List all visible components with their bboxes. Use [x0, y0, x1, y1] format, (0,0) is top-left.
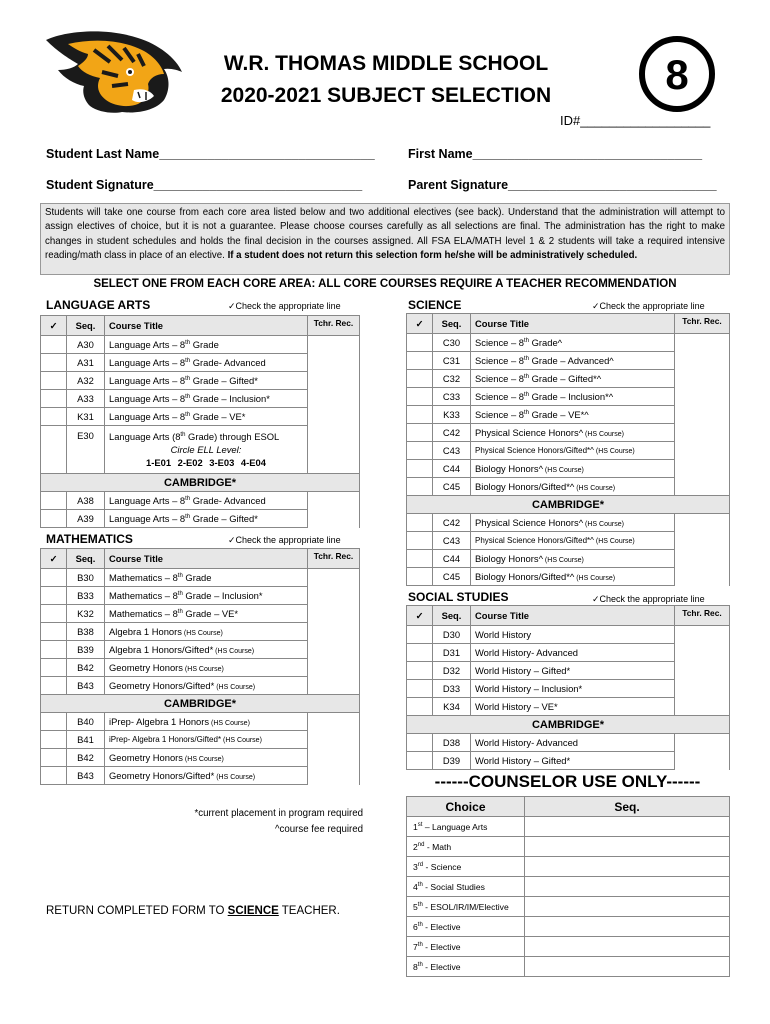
return-text-end: TEACHER. — [278, 905, 340, 917]
student-signature-field[interactable]: Student Signature______________________________ — [46, 178, 363, 192]
check-box[interactable] — [407, 478, 433, 496]
seq-code: K32 — [67, 605, 105, 623]
check-box[interactable] — [41, 767, 67, 785]
seq-code: C42 — [433, 514, 471, 532]
table-row[interactable] — [407, 352, 730, 370]
check-note: ✓Check the appropriate line — [592, 301, 705, 311]
check-box[interactable] — [407, 514, 433, 532]
hs-course-tag: (HS Course) — [574, 575, 616, 582]
course-name: Physical Science Honors^ (HS Course) — [471, 514, 675, 532]
table-row[interactable] — [407, 514, 730, 532]
course-name: iPrep- Algebra 1 Honors/Gifted* (HS Course) — [105, 731, 308, 749]
counselor-row[interactable] — [407, 957, 730, 977]
seq-code: D39 — [433, 752, 471, 770]
table-row[interactable] — [41, 659, 360, 677]
tchr-rec-header: Tchr. Rec. — [675, 314, 730, 334]
cambridge-header: CAMBRIDGE* — [407, 496, 730, 514]
check-box[interactable] — [41, 587, 67, 605]
footnote-fee: ^course fee required — [274, 824, 363, 835]
check-box[interactable] — [407, 568, 433, 586]
mathematics-title: MATHEMATICS — [46, 532, 133, 546]
course-name: Mathematics – 8th Grade — [105, 569, 308, 587]
seq-code: C42 — [433, 424, 471, 442]
tchr-rec-cell[interactable] — [308, 390, 360, 408]
check-box[interactable] — [41, 569, 67, 587]
seq-entry-cell[interactable] — [525, 957, 730, 977]
counselor-row[interactable] — [407, 937, 730, 957]
seq-code: C45 — [433, 478, 471, 496]
check-box[interactable] — [407, 644, 433, 662]
seq-header: Seq. — [67, 549, 105, 569]
check-box[interactable] — [407, 460, 433, 478]
choice-label: 8th - Elective — [407, 957, 525, 977]
tchr-rec-cell[interactable] — [675, 698, 730, 716]
seq-code: A32 — [67, 372, 105, 390]
tchr-rec-cell[interactable] — [675, 388, 730, 406]
course-name: World History – Inclusion* — [471, 680, 675, 698]
check-box[interactable] — [41, 713, 67, 731]
first-name-field[interactable]: First Name_________________________________ — [408, 147, 703, 161]
course-title-header: Course Title — [105, 316, 308, 336]
check-box[interactable] — [41, 641, 67, 659]
course-name: Language Arts – 8th Grade – VE* — [105, 408, 308, 426]
return-text: RETURN COMPLETED FORM TO — [46, 905, 228, 917]
choice-label: 1st – Language Arts — [407, 817, 525, 837]
tchr-rec-cell[interactable] — [308, 623, 360, 641]
table-row[interactable] — [407, 424, 730, 442]
check-box[interactable] — [41, 336, 67, 354]
course-name: Physical Science Honors^ (HS Course) — [471, 424, 675, 442]
check-box[interactable] — [407, 532, 433, 550]
course-name: iPrep- Algebra 1 Honors (HS Course) — [105, 713, 308, 731]
check-box[interactable] — [41, 749, 67, 767]
tchr-rec-cell[interactable] — [308, 749, 360, 767]
seq-code: K31 — [67, 408, 105, 426]
tchr-rec-cell[interactable] — [308, 605, 360, 623]
hs-course-tag: (HS Course) — [209, 720, 250, 727]
seq-header: Seq. — [525, 797, 730, 817]
tchr-rec-cell[interactable] — [675, 752, 730, 770]
table-row[interactable] — [41, 510, 360, 528]
tchr-rec-cell[interactable] — [675, 568, 730, 586]
check-box[interactable] — [407, 406, 433, 424]
table-row[interactable] — [41, 749, 360, 767]
seq-code: D33 — [433, 680, 471, 698]
seq-code: A38 — [67, 492, 105, 510]
seq-code: C44 — [433, 550, 471, 568]
seq-code: E30 — [67, 426, 105, 474]
tchr-rec-cell[interactable] — [675, 352, 730, 370]
check-box[interactable] — [407, 662, 433, 680]
form-title: 2020-2021 SUBJECT SELECTION — [220, 84, 552, 107]
return-subject: SCIENCE — [227, 905, 279, 917]
tchr-rec-cell[interactable] — [675, 478, 730, 496]
cambridge-header: CAMBRIDGE* — [41, 695, 360, 713]
seq-header: Seq. — [67, 316, 105, 336]
seq-header: Seq. — [433, 314, 471, 334]
check-box[interactable] — [41, 623, 67, 641]
table-row[interactable] — [407, 460, 730, 478]
social-studies-title: SOCIAL STUDIES — [408, 590, 509, 604]
table-row[interactable] — [407, 370, 730, 388]
return-instructions — [46, 905, 340, 917]
seq-code: C31 — [433, 352, 471, 370]
seq-entry-cell[interactable] — [525, 857, 730, 877]
course-title-header: Course Title — [471, 606, 675, 626]
course-title-header: Course Title — [105, 549, 308, 569]
table-row[interactable] — [41, 713, 360, 731]
course-name: Algebra 1 Honors (HS Course) — [105, 623, 308, 641]
tchr-rec-cell[interactable] — [308, 372, 360, 390]
language-arts-title: LANGUAGE ARTS — [46, 298, 151, 312]
check-box[interactable] — [41, 426, 67, 474]
table-row[interactable] — [41, 767, 360, 785]
seq-code: C45 — [433, 568, 471, 586]
course-name: World History — [471, 626, 675, 644]
instructions-bold: If a student does not return this selection form he/she will be administratively scheduled. — [227, 249, 638, 261]
tchr-rec-cell[interactable] — [675, 532, 730, 550]
hs-course-tag: (HS Course) — [593, 538, 635, 545]
grade-badge — [637, 34, 717, 114]
tchr-rec-cell[interactable] — [308, 408, 360, 426]
tchr-rec-cell[interactable] — [675, 442, 730, 460]
tchr-rec-header: Tchr. Rec. — [308, 316, 360, 336]
tchr-rec-cell[interactable] — [675, 514, 730, 532]
course-name: Algebra 1 Honors/Gifted* (HS Course) — [105, 641, 308, 659]
seq-code: C44 — [433, 460, 471, 478]
table-row[interactable] — [407, 698, 730, 716]
tchr-rec-cell[interactable] — [308, 492, 360, 510]
tchr-rec-cell[interactable] — [675, 644, 730, 662]
course-name: Geometry Honors (HS Course) — [105, 659, 308, 677]
check-box[interactable] — [407, 734, 433, 752]
seq-code: C43 — [433, 442, 471, 460]
table-row[interactable] — [407, 752, 730, 770]
grade-number: 8 — [665, 51, 689, 98]
counselor-row[interactable] — [407, 897, 730, 917]
seq-entry-cell[interactable] — [525, 897, 730, 917]
hs-course-tag: (HS Course) — [213, 648, 255, 655]
seq-code: K33 — [433, 406, 471, 424]
counselor-row[interactable] — [407, 837, 730, 857]
check-box[interactable] — [41, 492, 67, 510]
seq-entry-cell[interactable] — [525, 817, 730, 837]
tchr-rec-cell[interactable] — [675, 406, 730, 424]
check-box[interactable] — [41, 510, 67, 528]
hs-course-tag: (HS Course) — [583, 521, 624, 528]
table-row[interactable] — [407, 644, 730, 662]
tchr-rec-cell[interactable] — [308, 731, 360, 749]
cambridge-header: CAMBRIDGE* — [41, 474, 360, 492]
tchr-rec-cell[interactable] — [308, 510, 360, 528]
hs-course-tag: (HS Course) — [221, 737, 262, 744]
tchr-rec-cell[interactable] — [675, 424, 730, 442]
table-row[interactable] — [407, 478, 730, 496]
table-row[interactable] — [41, 390, 360, 408]
course-name: Language Arts (8th Grade) through ESOL — [109, 431, 280, 443]
table-row[interactable] — [41, 623, 360, 641]
course-title-header: Course Title — [471, 314, 675, 334]
choice-label: 2nd - Math — [407, 837, 525, 857]
instructions-text: Students will take one course from each core area listed below and two additional electives (see back). Understand that the administration will attempt to assign electives of choice, but it is not a guarantee. Please choose courses carefully as all selections are final. The administration has the right to make changes in student schedules and holds the final decision in the courses assigned. All FSA ELA/MATH level 1 & 2 students will take a required intensive reading/math class in place of an elective. — [45, 207, 725, 261]
tchr-rec-cell[interactable] — [308, 569, 360, 587]
check-box[interactable] — [41, 731, 67, 749]
course-name: Mathematics – 8th Grade – VE* — [105, 605, 308, 623]
tchr-rec-cell[interactable] — [675, 370, 730, 388]
course-name: World History- Advanced — [471, 734, 675, 752]
table-row[interactable] — [407, 568, 730, 586]
course-name: Science – 8th Grade^ — [471, 334, 675, 352]
tchr-rec-cell[interactable] — [308, 354, 360, 372]
table-row[interactable] — [41, 372, 360, 390]
seq-entry-cell[interactable] — [525, 877, 730, 897]
science-table — [406, 313, 730, 586]
seq-code: D30 — [433, 626, 471, 644]
check-box[interactable] — [407, 424, 433, 442]
check-box[interactable] — [407, 370, 433, 388]
course-name: Language Arts – 8th Grade- Advanced — [105, 492, 308, 510]
choice-label: 6th - Elective — [407, 917, 525, 937]
check-header: ✓ — [41, 316, 67, 336]
seq-code: B39 — [67, 641, 105, 659]
table-row[interactable] — [407, 442, 730, 460]
table-row[interactable] — [41, 587, 360, 605]
course-name: Language Arts – 8th Grade – Gifted* — [105, 372, 308, 390]
seq-code: B33 — [67, 587, 105, 605]
footnote-placement: *current placement in program required — [194, 808, 363, 819]
course-name: World History- Advanced — [471, 644, 675, 662]
seq-code: C32 — [433, 370, 471, 388]
tchr-rec-cell[interactable] — [675, 734, 730, 752]
check-box[interactable] — [407, 626, 433, 644]
course-name: Geometry Honors/Gifted* (HS Course) — [105, 677, 308, 695]
check-note: ✓Check the appropriate line — [592, 594, 705, 604]
seq-code: C43 — [433, 532, 471, 550]
counselor-row[interactable] — [407, 857, 730, 877]
tchr-rec-cell[interactable] — [675, 662, 730, 680]
tchr-rec-header: Tchr. Rec. — [308, 549, 360, 569]
seq-entry-cell[interactable] — [525, 937, 730, 957]
choice-label: 5th - ESOL/IR/IM/Elective — [407, 897, 525, 917]
course-name: Language Arts – 8th Grade- Advanced — [105, 354, 308, 372]
seq-code: K34 — [433, 698, 471, 716]
check-box[interactable] — [407, 388, 433, 406]
language-arts-table — [40, 315, 360, 528]
course-name: Science – 8th Grade – Advanced^ — [471, 352, 675, 370]
science-title: SCIENCE — [408, 298, 462, 312]
check-box[interactable] — [41, 372, 67, 390]
hs-course-tag: (HS Course) — [542, 467, 584, 474]
seq-code: A30 — [67, 336, 105, 354]
check-box[interactable] — [407, 680, 433, 698]
table-row[interactable] — [407, 680, 730, 698]
course-name: Physical Science Honors/Gifted*^ (HS Course) — [471, 442, 675, 460]
table-row[interactable] — [41, 677, 360, 695]
check-note: ✓Check the appropriate line — [228, 301, 341, 311]
tchr-rec-cell[interactable] — [675, 550, 730, 568]
tchr-rec-cell[interactable] — [675, 334, 730, 352]
course-name: Biology Honors^ (HS Course) — [471, 550, 675, 568]
parent-signature-field[interactable]: Parent Signature______________________________ — [408, 178, 717, 192]
table-row[interactable] — [407, 626, 730, 644]
table-row[interactable] — [41, 492, 360, 510]
check-box[interactable] — [407, 752, 433, 770]
seq-code: C30 — [433, 334, 471, 352]
seq-code: B42 — [67, 659, 105, 677]
hs-course-tag: (HS Course) — [182, 666, 224, 673]
course-name: Biology Honors/Gifted*^ (HS Course) — [471, 568, 675, 586]
check-box[interactable] — [407, 334, 433, 352]
counselor-heading: ------COUNSELOR USE ONLY------ — [434, 772, 701, 791]
course-name: Language Arts – 8th Grade – Inclusion* — [105, 390, 308, 408]
tchr-rec-cell[interactable] — [308, 587, 360, 605]
check-box[interactable] — [407, 352, 433, 370]
tchr-rec-cell[interactable] — [675, 680, 730, 698]
table-row[interactable] — [407, 734, 730, 752]
check-box[interactable] — [407, 550, 433, 568]
seq-code: B43 — [67, 677, 105, 695]
choice-header: Choice — [407, 797, 525, 817]
course-name: World History – Gifted* — [471, 662, 675, 680]
table-row[interactable] — [41, 336, 360, 354]
course-name: Geometry Honors/Gifted* (HS Course) — [105, 767, 308, 785]
course-name: Biology Honors^ (HS Course) — [471, 460, 675, 478]
course-name: World History – Gifted* — [471, 752, 675, 770]
course-name: Language Arts – 8th Grade — [105, 336, 308, 354]
seq-entry-cell[interactable] — [525, 917, 730, 937]
seq-code: B42 — [67, 749, 105, 767]
seq-code: B38 — [67, 623, 105, 641]
table-row[interactable] — [407, 662, 730, 680]
check-box[interactable] — [41, 354, 67, 372]
seq-code: B40 — [67, 713, 105, 731]
seq-code: A39 — [67, 510, 105, 528]
table-row[interactable] — [407, 532, 730, 550]
counselor-row[interactable] — [407, 877, 730, 897]
last-name-field[interactable]: Student Last Name_______________________________ — [46, 147, 375, 161]
social-studies-table — [406, 605, 730, 770]
table-row[interactable] — [407, 388, 730, 406]
check-box[interactable] — [41, 605, 67, 623]
hs-course-tag: (HS Course) — [182, 756, 224, 763]
check-note: ✓Check the appropriate line — [228, 535, 341, 545]
check-box[interactable] — [41, 408, 67, 426]
counselor-table — [406, 796, 730, 977]
check-header: ✓ — [407, 314, 433, 334]
table-row[interactable] — [41, 354, 360, 372]
seq-code: C33 — [433, 388, 471, 406]
school-title: W.R. THOMAS MIDDLE SCHOOL — [223, 52, 549, 75]
hs-course-tag: (HS Course) — [574, 485, 616, 492]
seq-code: D31 — [433, 644, 471, 662]
choice-label: 7th - Elective — [407, 937, 525, 957]
tiger-logo — [38, 28, 186, 116]
tchr-rec-cell[interactable] — [308, 659, 360, 677]
instructions-box — [40, 203, 730, 275]
hs-course-tag: (HS Course) — [593, 448, 635, 455]
ell-level-label: Circle ELL Level: — [170, 444, 242, 456]
hs-course-tag: (HS Course) — [214, 774, 256, 781]
choice-label: 4th - Social Studies — [407, 877, 525, 897]
table-row[interactable] — [41, 605, 360, 623]
hs-course-tag: (HS Course) — [214, 684, 256, 691]
tchr-rec-cell[interactable] — [308, 641, 360, 659]
seq-code: B41 — [67, 731, 105, 749]
tchr-rec-cell[interactable] — [308, 767, 360, 785]
tchr-rec-cell[interactable] — [675, 460, 730, 478]
tchr-rec-cell[interactable] — [308, 336, 360, 354]
course-name: Geometry Honors (HS Course) — [105, 749, 308, 767]
tchr-rec-cell[interactable] — [308, 677, 360, 695]
select-heading: SELECT ONE FROM EACH CORE AREA: ALL CORE COURSES REQUIRE A TEACHER RECOMMENDATION — [93, 278, 677, 290]
footnotes — [150, 806, 363, 838]
table-row[interactable] — [407, 334, 730, 352]
seq-code: D32 — [433, 662, 471, 680]
table-row[interactable] — [41, 426, 360, 474]
seq-header: Seq. — [433, 606, 471, 626]
course-name: Science – 8th Grade – VE*^ — [471, 406, 675, 424]
course-name: Language Arts – 8th Grade – Gifted* — [105, 510, 308, 528]
choice-label: 3rd - Science — [407, 857, 525, 877]
tchr-rec-cell[interactable] — [675, 626, 730, 644]
seq-code: B43 — [67, 767, 105, 785]
counselor-row[interactable] — [407, 917, 730, 937]
seq-code: D38 — [433, 734, 471, 752]
cambridge-header: CAMBRIDGE* — [407, 716, 730, 734]
table-row[interactable] — [407, 550, 730, 568]
seq-code: A31 — [67, 354, 105, 372]
tchr-rec-cell[interactable] — [308, 713, 360, 731]
course-name: World History – VE* — [471, 698, 675, 716]
check-box[interactable] — [41, 659, 67, 677]
check-box[interactable] — [407, 698, 433, 716]
hs-course-tag: (HS Course) — [542, 557, 584, 564]
check-box[interactable] — [41, 677, 67, 695]
tchr-rec-header: Tchr. Rec. — [675, 606, 730, 626]
ell-levels[interactable]: 1-E01 2-E02 3-E03 4-E04 — [146, 457, 266, 469]
counselor-row[interactable] — [407, 817, 730, 837]
table-row[interactable] — [41, 569, 360, 587]
id-field[interactable]: ID#__________________ — [560, 113, 711, 128]
check-box[interactable] — [41, 390, 67, 408]
check-header: ✓ — [41, 549, 67, 569]
course-name: Mathematics – 8th Grade – Inclusion* — [105, 587, 308, 605]
course-name: Biology Honors/Gifted*^ (HS Course) — [471, 478, 675, 496]
course-name: Physical Science Honors/Gifted*^ (HS Course) — [471, 532, 675, 550]
table-row[interactable] — [41, 641, 360, 659]
mathematics-table — [40, 548, 360, 785]
seq-code: B30 — [67, 569, 105, 587]
course-name: Science – 8th Grade – Inclusion*^ — [471, 388, 675, 406]
table-row[interactable] — [407, 406, 730, 424]
seq-code: A33 — [67, 390, 105, 408]
table-row[interactable] — [41, 731, 360, 749]
course-name: Science – 8th Grade – Gifted*^ — [471, 370, 675, 388]
table-row[interactable] — [41, 408, 360, 426]
tchr-rec-cell[interactable] — [308, 426, 360, 474]
hs-course-tag: (HS Course) — [181, 630, 223, 637]
check-header: ✓ — [407, 606, 433, 626]
hs-course-tag: (HS Course) — [583, 431, 624, 438]
check-box[interactable] — [407, 442, 433, 460]
seq-entry-cell[interactable] — [525, 837, 730, 857]
